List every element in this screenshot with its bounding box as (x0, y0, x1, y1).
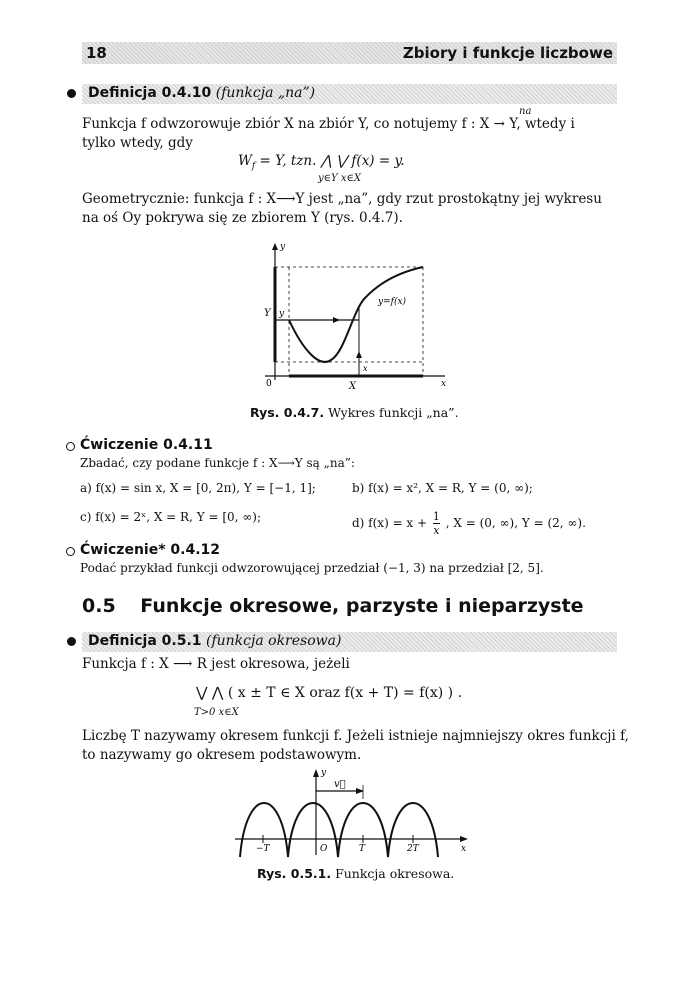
definition-text: Funkcja f odwzorowuje zbiór X na zbiór Y, co notujemy f : X → Y, wtedy i (82, 116, 575, 132)
formula-rest: = Y, tzn. ⋀ ⋁ f(x) = y. (255, 153, 405, 169)
x-axis-arrow-icon (460, 836, 468, 842)
axis-y-label-2: y (321, 768, 327, 778)
figure-caption-1 (250, 405, 459, 420)
curve-label: y=f(x) (378, 297, 407, 307)
exercise-item-a: a) f(x) = sin x, X = [0, 2π), Y = [−1, 1]; (80, 481, 316, 495)
function-curve (289, 267, 423, 362)
section-number: 0.5 (82, 595, 116, 617)
section-title: Funkcje okresowe, parzyste i nieparzyste (140, 595, 584, 617)
exercise-item-c: c) f(x) = 2ˣ, X = R, Y = [0, ∞); (80, 510, 261, 524)
definition-2-line3: to nazywamy go okresem podstawowym. (82, 747, 362, 763)
fraction-numerator: 1 (432, 510, 440, 523)
tick-label-T: T (359, 844, 366, 854)
open-bullet-icon (66, 442, 75, 451)
geometric-line2: na oś Oy pokrywa się ze zbiorem Y (rys. 0.4.7). (82, 210, 403, 226)
definition-2-line1: Funkcja f : X ⟶ R jest okresowa, jeżeli (82, 656, 350, 672)
exercise-text-2: Podać przykład funkcji odwzorowującej przedział (−1, 3) na przedział [2, 5]. (80, 561, 544, 575)
axis-x-label: x (441, 379, 447, 389)
running-header (82, 42, 617, 64)
geometric-line1: Geometrycznie: funkcja f : X⟶Y jest „na”, gdy rzut prostokątny jej wykresu (82, 191, 602, 207)
exercise-item-d (352, 510, 586, 537)
caption-text-2: Funkcja okresowa. (335, 866, 455, 881)
fraction (433, 510, 440, 537)
formula-sub: f (251, 161, 256, 172)
preimage-arrow-icon (356, 351, 362, 358)
figure-onto-function (255, 240, 455, 390)
projection-arrow-icon (333, 317, 340, 323)
vector-label: v⃗ (334, 779, 346, 790)
page-number: 18 (86, 44, 107, 62)
y-axis-arrow-icon (272, 243, 278, 250)
definition-heading-2 (88, 633, 341, 649)
periodic-formula: ⋁ ⋀ ( x ± T ∈ X oraz f(x + T) = f(x) ) . (196, 685, 463, 701)
section-heading (82, 595, 584, 617)
exercise-item-b: b) f(x) = x², X = R, Y = (0, ∞); (352, 481, 533, 495)
periodic-formula-subscripts: T>0 x∈X (194, 707, 239, 718)
definition-text-line2: tylko wtedy, gdy (82, 135, 193, 151)
formula-main: W (238, 153, 252, 169)
caption-label: Rys. 0.4.7. (250, 405, 325, 420)
definition-label: Definicja 0.4.10 (88, 85, 212, 101)
exercise-label: Ćwiczenie 0.4.11 (80, 437, 213, 453)
label-Y: Y (264, 308, 271, 319)
definition-name-2: (funkcja okresowa) (206, 633, 342, 649)
definition-text-line1 (82, 115, 617, 134)
arrow-label: na (519, 106, 532, 117)
label-X: X (349, 381, 357, 390)
item-d-end: , X = (0, ∞), Y = (2, ∞). (445, 516, 586, 530)
definition-label-2: Definicja 0.5.1 (88, 633, 202, 649)
axis-y-label: y (280, 242, 286, 252)
definition-heading (88, 85, 315, 101)
label-x-point: x (363, 364, 368, 373)
fraction-denominator: x (433, 524, 440, 537)
definition-name: (funkcja „na”) (215, 85, 316, 101)
origin-label: 0 (266, 379, 272, 389)
figure-caption-2 (257, 866, 454, 881)
exercise-prompt: Zbadać, czy podane funkcje f : X⟶Y są „na”: (80, 456, 355, 470)
tick-label-O: O (320, 844, 328, 854)
tick-label-2T: 2T (407, 844, 419, 854)
tick-label-minus-T: −T (256, 844, 270, 854)
caption-label-2: Rys. 0.5.1. (257, 866, 332, 881)
definition-2-line2: Liczbę T nazywamy okresem funkcji f. Jeżeli istnieje najmniejszy okres funkcji f, (82, 728, 629, 744)
figure-periodic-function (230, 765, 480, 860)
y-axis-arrow-icon-2 (313, 769, 319, 777)
axis-x-label-2: x (461, 844, 467, 854)
filled-bullet-icon (67, 89, 76, 98)
open-bullet-icon-2 (66, 547, 75, 556)
label-y-point: y (279, 309, 285, 319)
caption-text: Wykres funkcji „na”. (328, 405, 459, 420)
formula-quantifier-subscripts: y∈Y x∈X (318, 173, 361, 184)
filled-bullet-icon-2 (67, 637, 76, 646)
item-d-start: d) f(x) = x + (352, 516, 428, 530)
chapter-title: Zbiory i funkcje liczbowe (402, 44, 613, 62)
exercise-label-2: Ćwiczenie* 0.4.12 (80, 542, 221, 558)
